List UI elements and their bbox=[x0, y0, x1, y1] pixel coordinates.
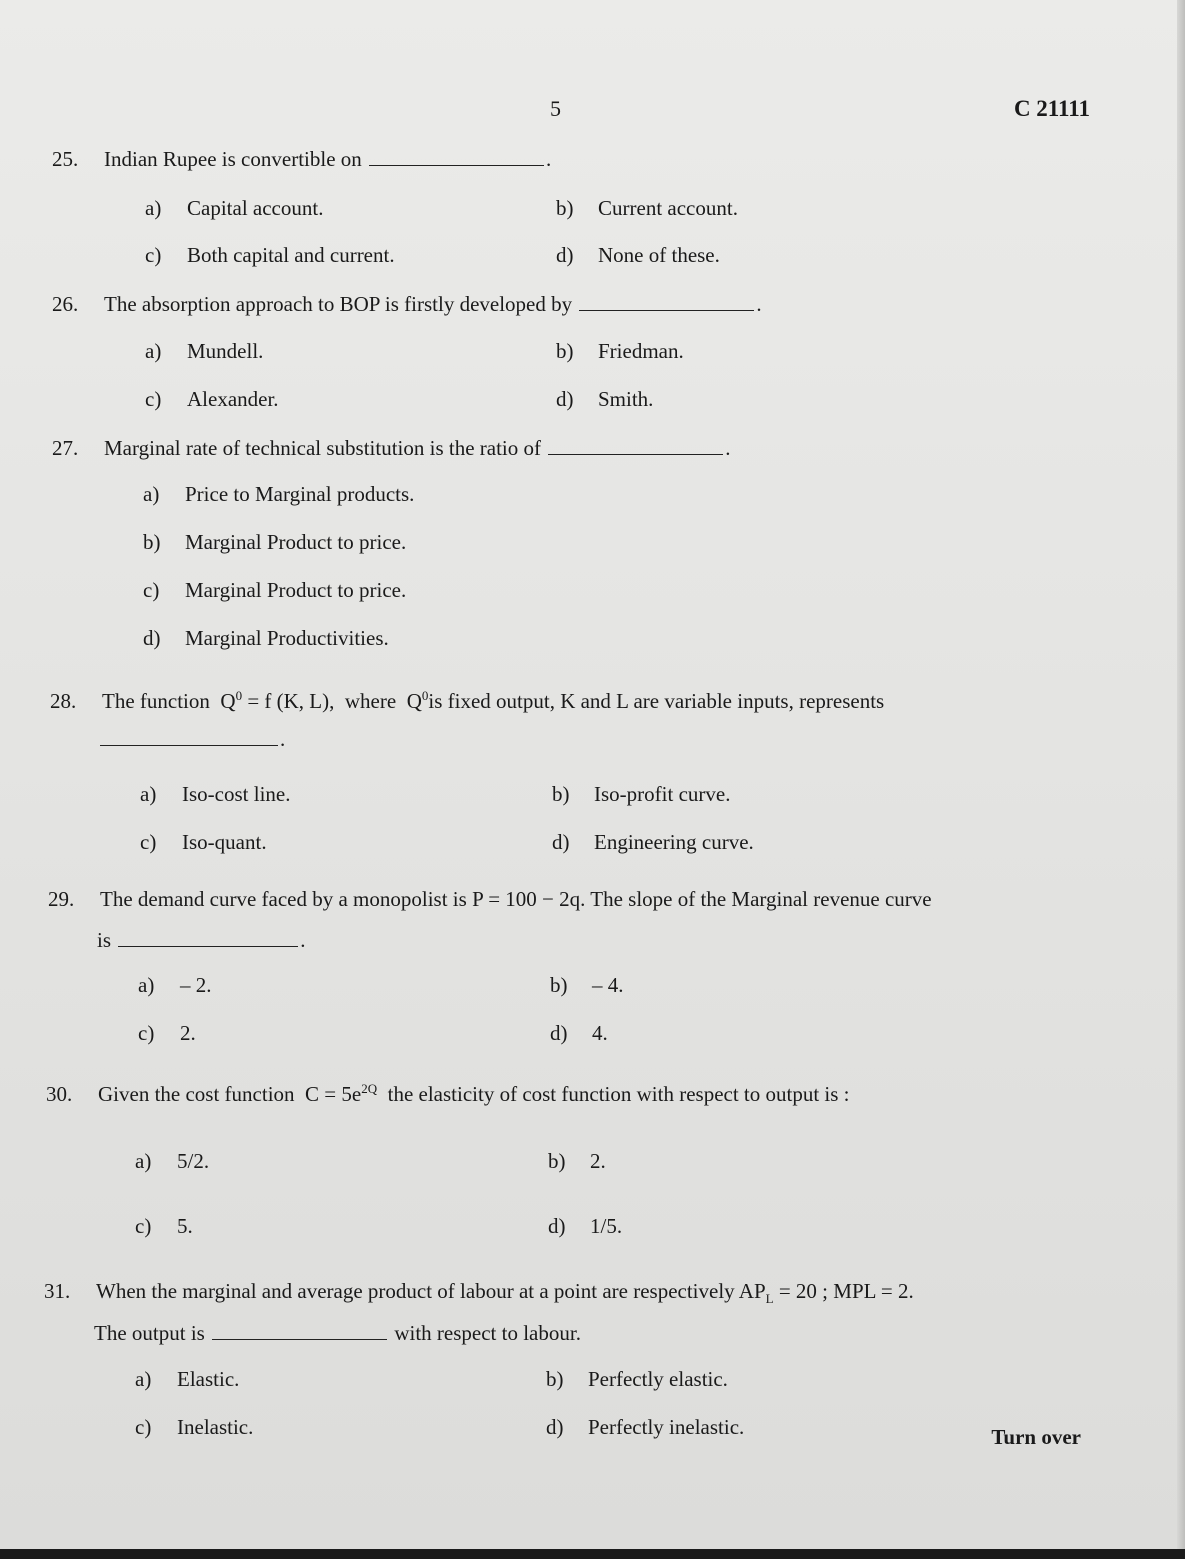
option-27b: b) Marginal Product to price. bbox=[143, 530, 407, 554]
option-26d: d) Smith. bbox=[556, 387, 654, 411]
option-29c: c) 2. bbox=[138, 1021, 196, 1045]
page-edge bbox=[1177, 0, 1185, 1559]
option-31d: d) Perfectly inelastic. bbox=[546, 1415, 745, 1439]
option-26c: c) Alexander. bbox=[145, 387, 279, 411]
option-28a: a) Iso-cost line. bbox=[140, 782, 291, 806]
option-29d: d) 4. bbox=[550, 1021, 608, 1045]
question-31: 31. When the marginal and average product of labour at a point are respectively $AP_L = 20$ ; MPL = 2. bbox=[44, 1279, 914, 1307]
question-29: 29. The demand curve faced by a monopolist is P = 100 − 2q. The slope of the Marginal revenue curve bbox=[48, 887, 932, 911]
option-28d: d) Engineering curve. bbox=[552, 830, 754, 854]
option-25d: d) None of these. bbox=[556, 243, 720, 267]
question-28-blank: . bbox=[98, 725, 285, 753]
option-26a: a) Mundell. bbox=[145, 339, 264, 363]
option-30c: c) 5. bbox=[135, 1214, 193, 1238]
option-29b: b) – 4. bbox=[550, 973, 624, 997]
page-bottom-border bbox=[0, 1549, 1185, 1559]
option-27a: a) Price to Marginal products. bbox=[143, 482, 415, 506]
option-27c: c) Marginal Product to price. bbox=[143, 578, 407, 602]
option-30b: b) 2. bbox=[548, 1149, 606, 1173]
question-31-line2: The output is with respect to labour. bbox=[94, 1321, 581, 1345]
option-28b: b) Iso-profit curve. bbox=[552, 782, 731, 806]
option-27d: d) Marginal Productivities. bbox=[143, 626, 389, 650]
option-31c: c) Inelastic. bbox=[135, 1415, 254, 1439]
turn-over-label: Turn over bbox=[991, 1425, 1081, 1449]
question-29-line2: is . bbox=[97, 928, 306, 952]
option-31a: a) Elastic. bbox=[135, 1367, 240, 1391]
option-30a: a) 5/2. bbox=[135, 1149, 210, 1173]
option-30d: d) 1/5. bbox=[548, 1214, 623, 1238]
option-29a: a) – 2. bbox=[138, 973, 212, 997]
option-25a: a) Capital account. bbox=[145, 196, 324, 220]
question-28: 28. The function $Q^0 = f$ (K, L), where $Q^0is$ fixed output, K and L are variable inputs, represents bbox=[50, 688, 885, 713]
page-number: 5 bbox=[550, 96, 561, 121]
question-26: 26. The absorption approach to BOP is firstly developed by . bbox=[52, 292, 762, 316]
option-28c: c) Iso-quant. bbox=[140, 830, 267, 854]
question-30: 30. Given the cost function $C = 5e^{2Q}$ the elasticity of cost function with respect to output is : bbox=[46, 1081, 850, 1106]
paper-code: C 21111 bbox=[1013, 96, 1090, 121]
question-27: 27. Marginal rate of technical substitution is the ratio of . bbox=[52, 436, 731, 460]
option-25b: b) Current account. bbox=[556, 196, 738, 220]
option-25c: c) Both capital and current. bbox=[145, 243, 395, 267]
option-31b: b) Perfectly elastic. bbox=[546, 1367, 728, 1391]
question-25: 25. Indian Rupee is convertible on . bbox=[52, 147, 552, 171]
option-26b: b) Friedman. bbox=[556, 339, 684, 363]
